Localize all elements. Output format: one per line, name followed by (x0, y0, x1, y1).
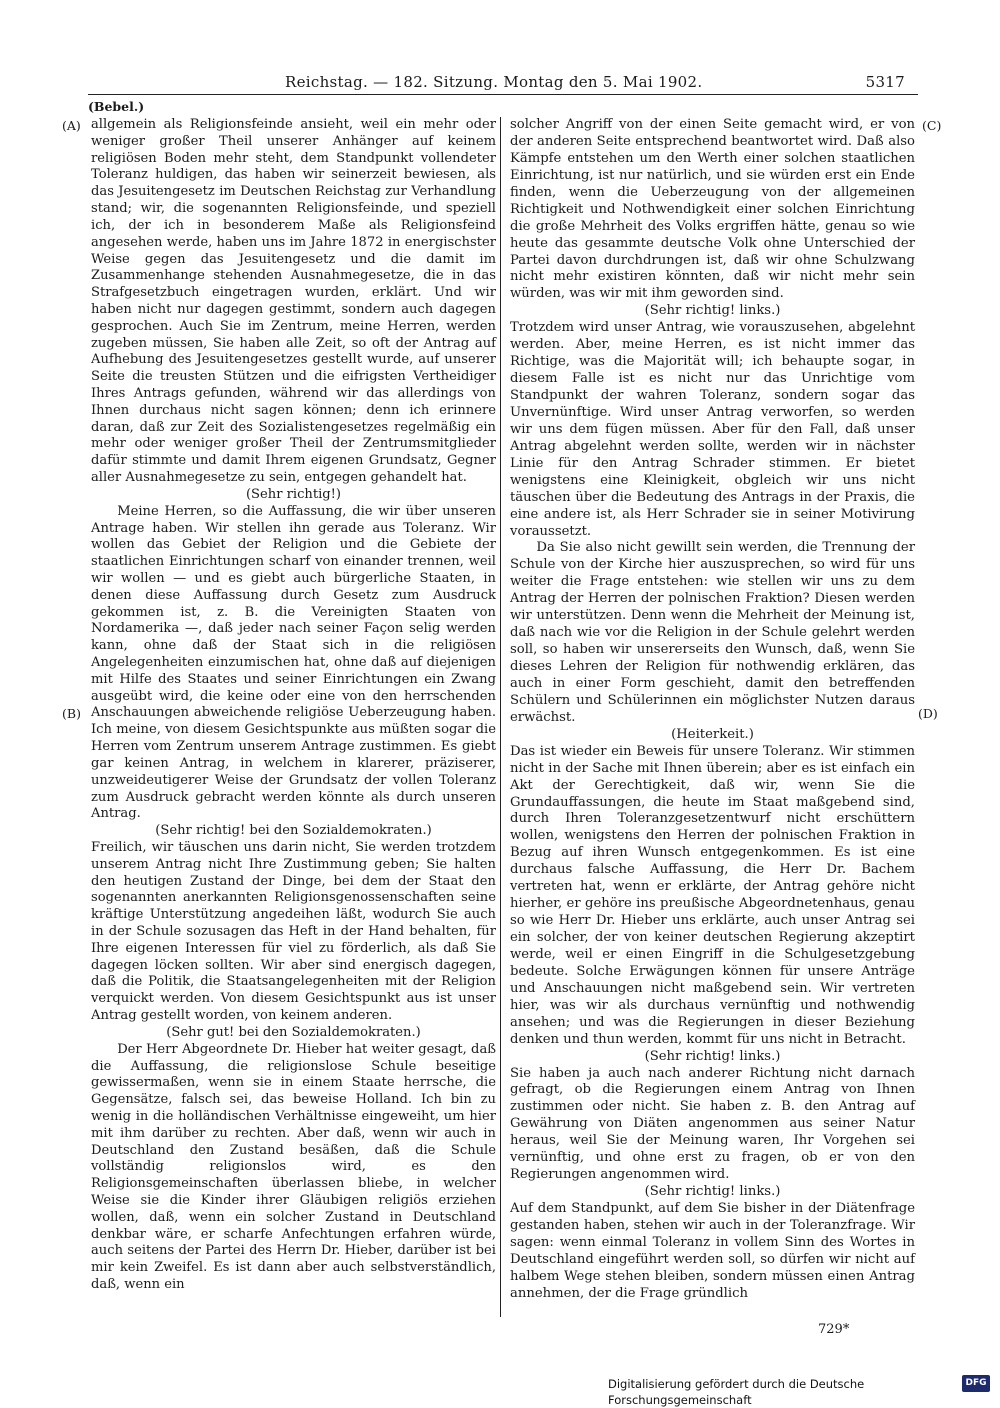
paragraph: Da Sie also nicht gewillt sein werden, die Trennung der Schule von der Kirche hier auszusprechen, so wird für uns weiter die Frage entstehen: wie stellen wir uns zu dem Antrag der Herren der polnischen Fraktion? Diesen werden wir unterstützen. Denn wenn die Mehrheit der Meinung ist, daß nach wie vor die Religion in der Schule gelehrt werden soll, so haben wir unsererseits den Wunsch, daß, wenn Sie dieses Lehren der Religion für nothwendig erklären, das auch in einer Form geschieht, damit den betreffenden Schülern und Schülerinnen ein möglichster Nutzen daraus erwächst. (510, 540, 915, 725)
page-number: 5317 (865, 73, 905, 91)
paragraph: Sie haben ja auch nach anderer Richtung nicht darnach gefragt, ob die Regierungen einem Antrag von Ihnen zustimmen oder nicht. Sie haben z. B. den Antrag auf Gewährung von Diäten angenommen aus seiner Natur heraus, weil Sie der Meinung waren, Ihr Vorgehen sei vernünftig, und ohne erst zu fragen, ob er von den Regierungen angenommen wird. (510, 1065, 915, 1183)
paragraph: Auf dem Standpunkt, auf dem Sie bisher in der Diätenfrage gestanden haben, stehen wir auch in der Toleranzfrage. Wir sagen: wenn einmal Toleranz in vollem Sinn des Wortes in Deutschland eingeführt werden soll, so dürfen wir nicht auf halbem Wege stehen bleiben, sondern müssen einen Antrag annehmen, der die Frage gründlich (510, 1201, 915, 1301)
dfg-logo-icon: DFG (962, 1375, 990, 1392)
paragraph: Meine Herren, so die Auffassung, die wir über unseren Antrage haben. Wir stellen ihn gerade aus Toleranz. Wir wollen das Gebiet der Religion und die Gebiete der staatlichen Einrichtungen scharf von einander trennen, weil wir wollen — und es giebt auch bürgerliche Staaten, in denen diese Auffassung durch Gesetz zum Ausdruck gekommen ist, z. B. die Vereinigten Staaten von Nordamerika —, daß jeder nach seiner Façon selig werden kann, ohne daß der Staat sich in die religiösen Angelegenheiten einzumischen hat, ohne daß auf diejenigen mit Hilfe des Staates und seiner Einrichtungen ein Zwang ausgeübt wird, die keine oder eine von den herrschenden Anschauungen abweichende religiöse Ueberzeugung haben. Ich meine, von diesem Gesichtspunkte aus müßten sogar die Herren vom Zentrum unserem Antrage zustimmen. Es giebt gar keinen Antrag, in welchem in klarerer, präziserer, unzweideutigerer Weise der Grundsatz der vollen Toleranz zum Ausdruck gebracht werden könnte als durch unseren Antrag. (91, 503, 496, 822)
header-rule (88, 94, 918, 95)
left-column (91, 117, 496, 1294)
paragraph: solcher Angriff von der einen Seite gemacht wird, er von der anderen Seite entsprechend beantwortet wird. Daß also Kämpfe entstehen um den Werth einer solchen staatlichen Einrichtung, ist nur natürlich, und sie würden erst ein Ende finden, wenn die Ueberzeugung von der allgemeinen Richtigkeit und Nothwendigkeit einer solchen Einrichtung die große Mehrheit des Volks ergriffen hätte, genau so wie heute das gesammte deutsche Volk ohne Unterschied der Partei davon durchdrungen ist, daß wir ohne Schulzwang nicht mehr existiren könnten, daß wir nicht mehr sein würden, was wir mit ihm geworden sind. (510, 117, 915, 302)
interjection: (Sehr richtig! bei den Sozialdemokraten.) (155, 823, 432, 839)
interjection: (Sehr richtig! links.) (644, 1048, 781, 1064)
paragraph: allgemein als Religionsfeinde ansieht, weil ein mehr oder weniger großer Theil unserer Anhänger auf keinem religiösen Boden mehr steht, dem Standpunkt vollendeter Toleranz huldigen, das haben wir seinerzeit bewiesen, als das Jesuitengesetz im Deutschen Reichstag zur Verhandlung stand; wir, die sogenannten Religionsfeinde, und speziell ich, der ich in besonderem Maße als Religionsfeind angesehen werde, haben uns im Jahre 1872 in energischster Weise gegen das Jesuitengesetz und die damit im Zusammenhange stehenden Ausnahmegesetze, die in das Strafgesetzbuch eingetragen wurden, erklärt. Und wir haben nicht nur dagegen gestimmt, sondern auch dagegen gesprochen. Auch Sie im Zentrum, meine Herren, werden zugeben müssen, Sie haben alle Zeit, so oft der Antrag auf Aufhebung des Jesuitengesetzes gestellt wurde, auf unserer Seite die treusten Stützen und die eifrigsten Vertheidiger Ihres Antrags gefunden, während wir das allerdings von Ihnen durchaus nicht sagen können; denn ich erinnere daran, daß zur Zeit des Sozialistengesetzes regelmäßig ein mehr oder weniger großer Theil der Zentrumsmitglieder dafür stimmte und damit Ihrem eigenen Grundsatz, Gegner aller Ausnahmegesetze zu sein, entgegen gehandelt hat. (91, 117, 496, 486)
right-column (510, 117, 915, 1303)
paragraph: Freilich, wir täuschen uns darin nicht, Sie werden trotzdem unserem Antrag nicht Ihre Zustimmung geben; Sie halten den heutigen Zustand der Dinge, bei dem der Staat den sogenannten anerkannten Religionsgenossenschaften seine kräftige Unterstützung angedeihen läßt, wodurch Sie auch in der Schule sozusagen das Heft in der Hand behalten, für Ihre eigenen Interessen für viel zu förderlich, als daß Sie dagegen löcken sollten. Wir aber sind energisch dagegen, daß die Politik, die Staatsangelegenheiten mit der Religion verquickt werden. Von diesem Gesichtspunkt aus ist unser Antrag gestellt worden, von keinem anderen. (91, 839, 496, 1024)
paragraph: Das ist wieder ein Beweis für unsere Toleranz. Wir stimmen nicht in der Sache mit Ihnen überein; aber es ist einfach ein Akt der Gerechtigkeit, daß wir, wenn Sie die Grundauffassungen, die heute im Staat maßgebend sind, durch Ihren Toleranzgesetzentwurf nicht erschüttern wollen, wenigstens den Herren der polnischen Fraktion in Bezug auf ihren Wunsch entgegenkommen. Es ist eine durchaus falsche Auffassung, die Herr Dr. Bachem vertreten hat, wenn er erklärte, der Antrag gehöre nicht hierher, er gehöre ins preußische Abgeordnetenhaus, genau so wie Herr Dr. Hieber uns erklärte, auch unser Antrag sei ein solcher, der von keiner deutschen Regierung akzeptirt werde, weil er einen Eingriff in die Schulgesetzgebung bedeute. Solche Erwägungen können für unsere Anträge und Anschauungen nicht maßgebend sein. Wir vertreten hier, was wir als durchaus vernünftig und nothwendig ansehen; und was die Regierungen in dieser Beziehung denken und thun werden, kommt für uns nicht in Betracht. (510, 743, 915, 1047)
margin-marker-c: (C) (922, 118, 942, 133)
digitization-credit: Digitalisierung gefördert durch die Deutsche Forschungsgemeinschaft (608, 1377, 865, 1407)
interjection: (Sehr richtig!) (245, 486, 342, 502)
paragraph: Trotzdem wird unser Antrag, wie vorauszusehen, abgelehnt werden. Aber, meine Herren, es ist nicht immer das Richtige, was die Majorität will; ich behaupte sogar, in diesem Falle ist es nicht nur das Unrichtige vom Standpunkt der wahren Toleranz, sondern sogar das Unvernünftige. Wird unser Antrag verworfen, so werden wir uns dem fügen müssen. Aber für den Fall, daß unser Antrag abgelehnt werden sollte, werden wir in nächster Linie für den Antrag Schrader stimmen. Er bietet wenigstens eine Kleinigkeit, obgleich wir uns nicht täuschen über die Bedeutung des Antrags in der Praxis, die eine andere ist, als Herr Schrader sie in seiner Motivirung voraussetzt. (510, 320, 915, 539)
margin-marker-d: (D) (918, 706, 938, 721)
signature-mark: 729* (818, 1322, 850, 1337)
interjection: (Sehr richtig! links.) (644, 303, 781, 319)
speaker-name: (Bebel.) (88, 99, 145, 114)
interjection: (Heiterkeit.) (671, 726, 754, 742)
margin-marker-b: (B) (62, 706, 81, 721)
paragraph: Der Herr Abgeordnete Dr. Hieber hat weiter gesagt, daß die Auffassung, die religionslose Schule beseitige gewissermaßen, wenn sie in einem Staate herrsche, die Gegensätze, falsch sei, das beweise Holland. Ich bin zu wenig in die holländischen Verhältnisse eingeweiht, um hier mit ihm darüber zu rechten. Aber daß, wenn wir auch in Deutschland den Zustand besäßen, daß die Schule vollständig religionslos wird, es den Religionsgemeinschaften überlassen bliebe, in welcher Weise sie die Kinder ihrer Gläubigen religiös erziehen wollen, daß, wenn ein solcher Zustand in Deutschland denkbar wäre, er scharfe Anfechtungen erfahren würde, auch seitens der Partei des Herrn Dr. Hieber, darüber ist bei mir kein Zweifel. Es ist dann aber auch selbstverständlich, daß, wenn ein (91, 1041, 496, 1293)
margin-marker-a: (A) (62, 118, 81, 133)
interjection: (Sehr gut! bei den Sozialdemokraten.) (166, 1024, 421, 1040)
running-title: Reichstag. — 182. Sitzung. Montag den 5. Mai 1902. (285, 73, 703, 91)
column-divider (500, 117, 501, 1317)
page-header (285, 70, 905, 94)
interjection: (Sehr richtig! links.) (644, 1184, 781, 1200)
